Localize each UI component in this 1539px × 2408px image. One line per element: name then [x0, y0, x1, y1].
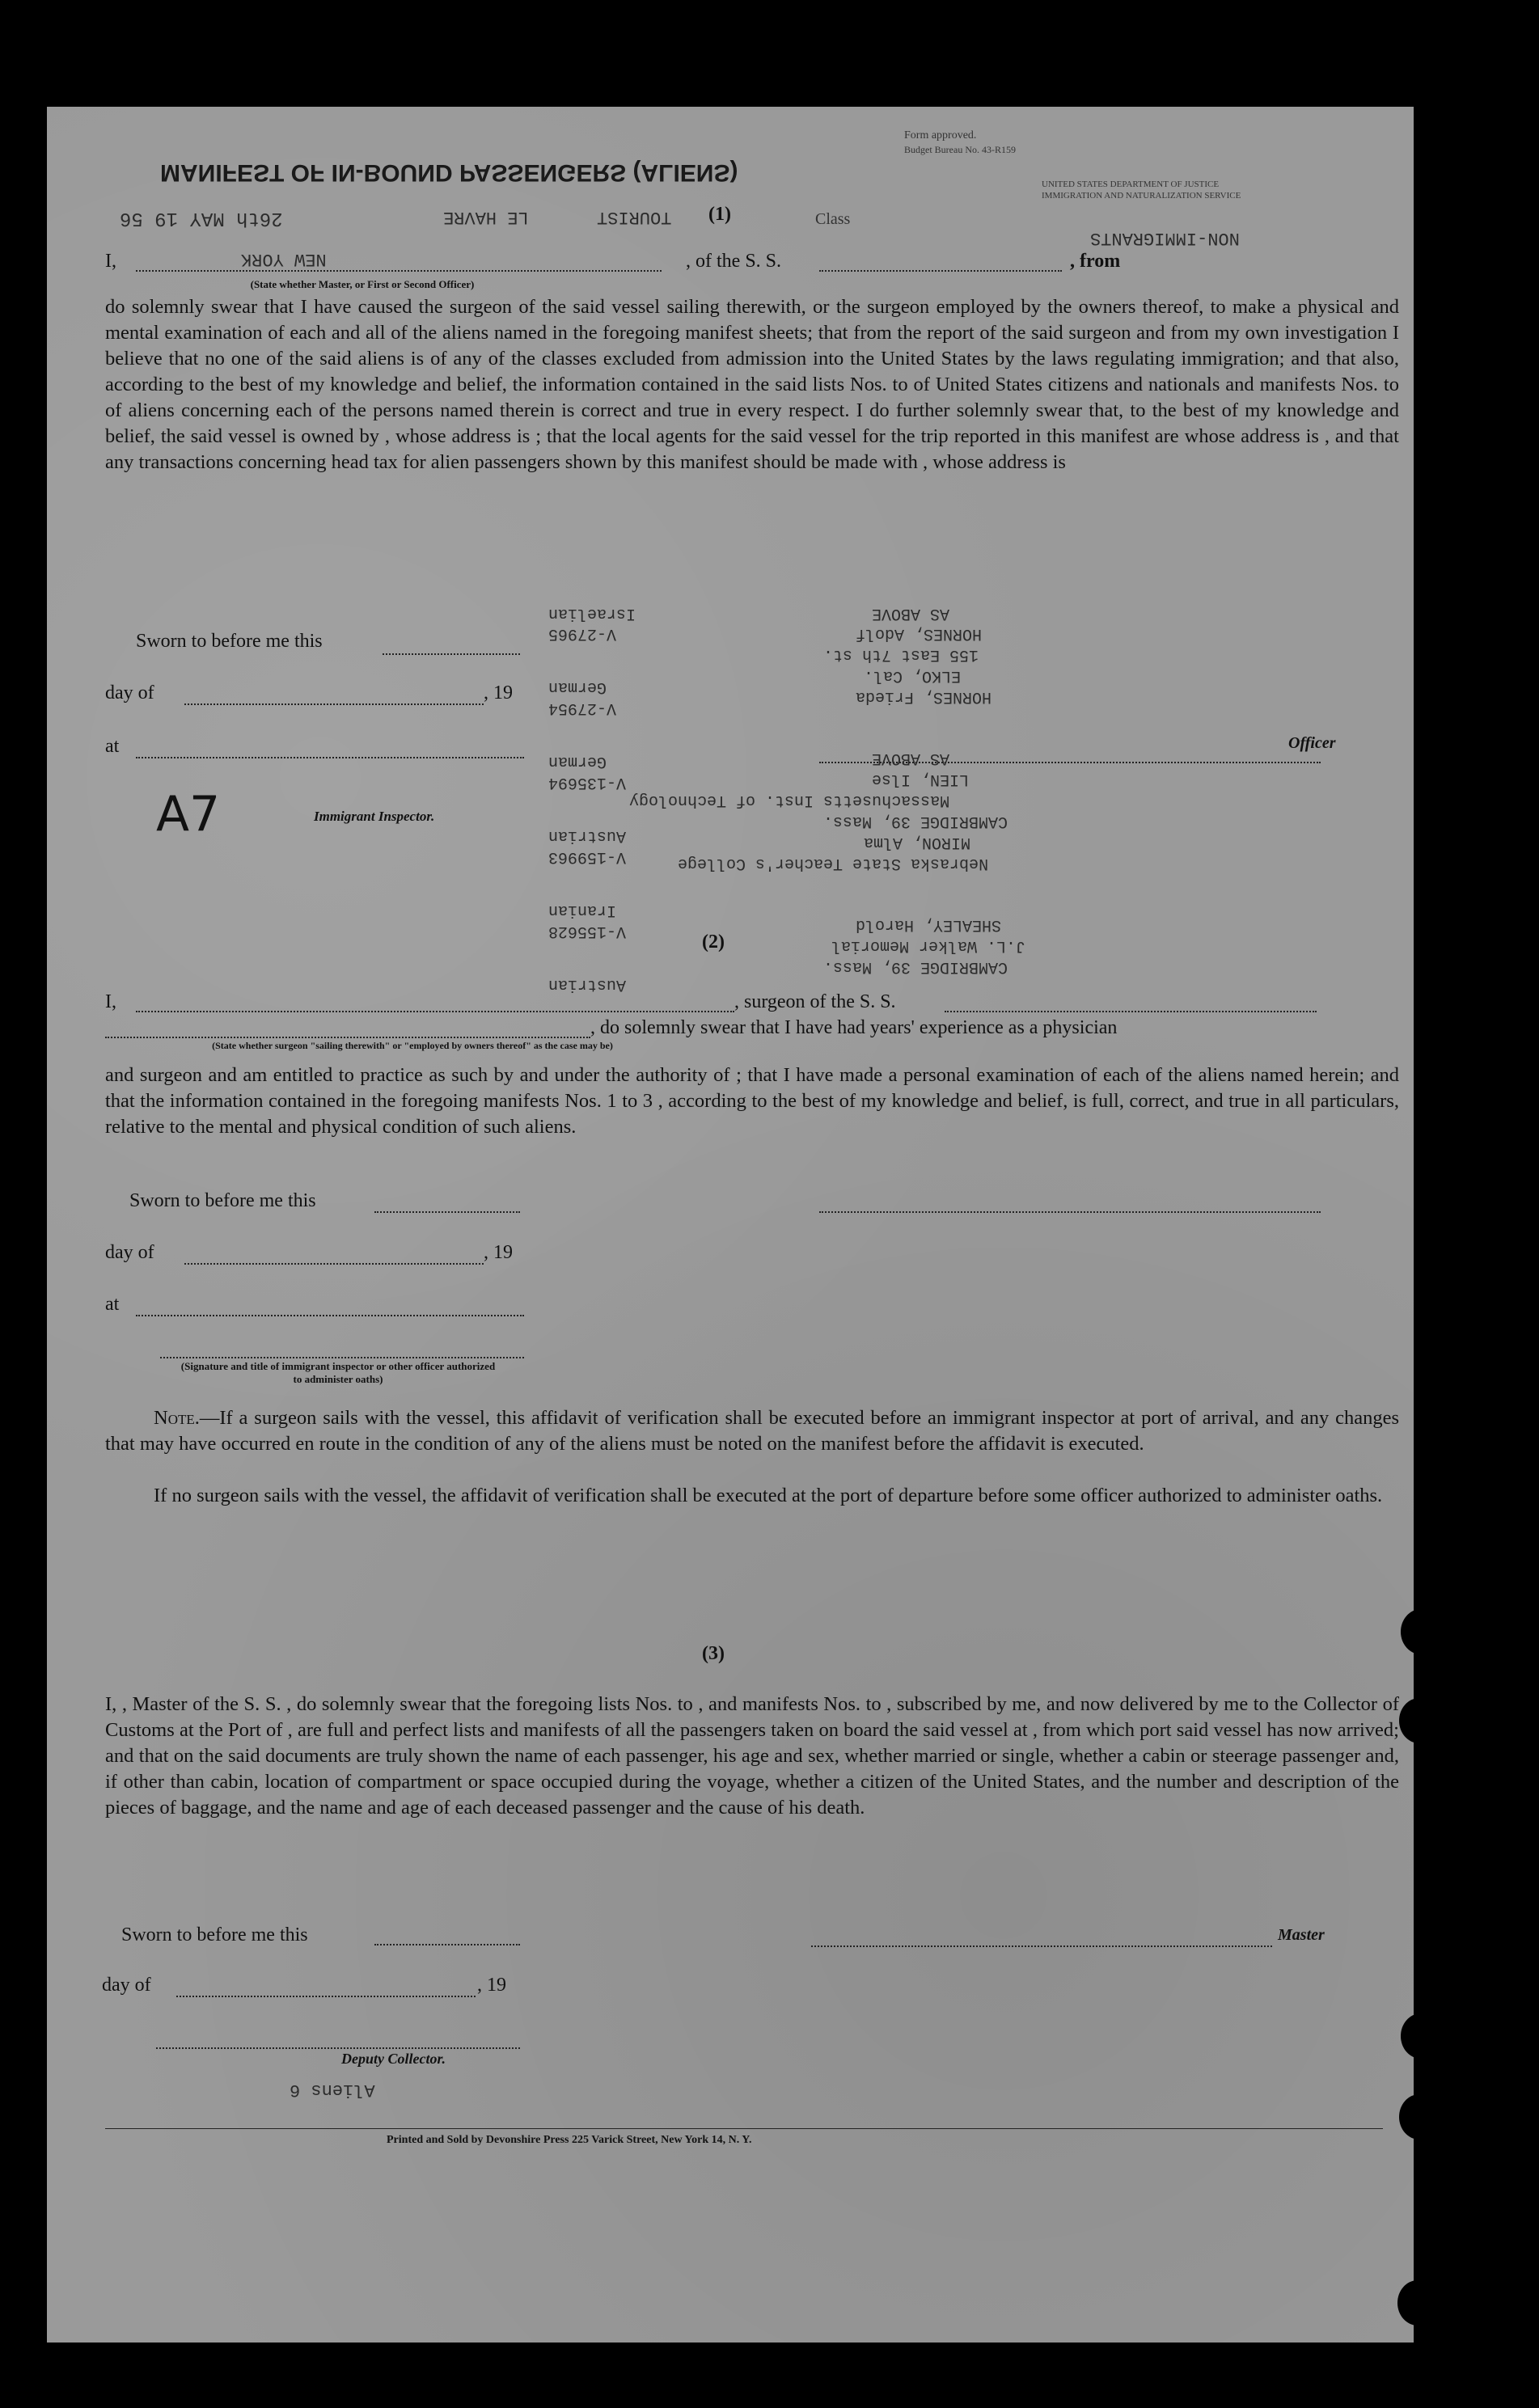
s2-surgeon-line[interactable] [136, 1011, 734, 1012]
punch-hole [1401, 2013, 1441, 2059]
punch-hole [1399, 1698, 1440, 1743]
s2-surgeon-sig-line[interactable] [819, 1211, 1321, 1213]
s2-at: at [105, 1294, 120, 1315]
s1-of-ss: , of the S. S. [686, 251, 782, 272]
bleed-line: CAMBRIDGE 39, Mass. [823, 812, 1008, 830]
s3-deputy-label: Deputy Collector. [341, 2051, 446, 2067]
section-1-number: (1) [708, 204, 731, 225]
bleed-line: Austrian [548, 826, 627, 845]
manifest-title-mirrored: MANIFEST OF IN-BOUND PASSENGERS (ALIENS) [160, 159, 738, 186]
s3-day-line[interactable] [176, 1996, 476, 1997]
bleed-line: J.L. Walker Memorial [831, 936, 1026, 955]
typed-port: NEW YORK [241, 249, 327, 269]
budget-bureau: Budget Bureau No. 43-R159 [904, 144, 1016, 155]
punch-hole [1417, 1217, 1457, 1262]
section-3-number: (3) [702, 1643, 725, 1664]
bleed-line: Iranian [548, 901, 617, 919]
s3-deputy-line[interactable] [156, 2047, 520, 2049]
typed-date: 26th MAY 19 56 [120, 207, 283, 229]
s2-note-head: Note. [154, 1407, 200, 1429]
s1-vessel-line[interactable] [819, 270, 1062, 272]
s2-note-2: If no surgeon sails with the vessel, the affidavit of verification shall be executed at the port of departure before some officer authorized to administer oaths. [154, 1485, 1383, 1506]
s2-at-line[interactable] [136, 1315, 524, 1316]
bleed-line: AS ABOVE [872, 749, 950, 767]
s2-sworn: Sworn to before me this [129, 1190, 316, 1211]
s2-note-1 [105, 1405, 1399, 1457]
dept-justice: UNITED STATES DEPARTMENT OF JUSTICE [1042, 180, 1220, 189]
s1-at-line[interactable] [136, 757, 524, 758]
bleed-line: ELKO, Cal. [864, 666, 962, 685]
s3-master-label: Master [1278, 1926, 1325, 1944]
bleed-line: HORNES, Adolf [856, 624, 983, 643]
typed-from-port: LE HAVRE [443, 207, 529, 227]
typed-status: NON-IMMIGRANTS [1090, 228, 1240, 248]
s1-day-line[interactable] [184, 703, 484, 705]
dept-ins: IMMIGRATION AND NATURALIZATION SERVICE [1042, 191, 1241, 201]
bleed-line: V-27965 [548, 624, 617, 643]
punch-hole [1414, 174, 1454, 219]
punch-hole [1401, 1609, 1441, 1654]
bleed-line: V-159963 [548, 847, 627, 866]
bleed-line: German [548, 678, 607, 696]
s1-day-of: day of [105, 682, 154, 703]
printer-footer: Printed and Sold by Devonshire Press 225 Varick Street, New York 14, N. Y. [387, 2134, 752, 2146]
s1-oath-body: do solemnly swear that I have caused the surgeon of the said vessel sailing therewith, or the surgeon employed by the owners thereof, to make a physical and mental examination of each and all of the aliens named in the foregoing manifest sheets; that from the report of the said surgeon and from my own investigation I believe that no one of the said aliens is of any of the classes excluded from admission into the United States by the laws regulating immigration; and that also, according to the best of my knowledge and belief, the information contained in the said lists Nos. to of United States citizens and nationals and manifests Nos. to of aliens concerning each of the persons named therein is correct and true in every respect. I do further solemnly swear that, to the best of my knowledge and belief, the said vessel is owned by , whose address is ; that the local agents for the said vessel for the trip reported in this manifest are whose address is , and that any transactions concerning head tax for alien passengers shown by this manifest should be made with , whose address is [105, 296, 1399, 473]
s2-sworn-line[interactable] [374, 1211, 520, 1213]
class-label: Class [815, 210, 851, 228]
section-2-number: (2) [702, 932, 725, 953]
s3-master-line[interactable] [811, 1945, 1272, 1947]
punch-hole [1397, 2280, 1438, 2326]
s1-officer-line[interactable] [136, 270, 662, 272]
s1-year: , 19 [484, 682, 513, 703]
punch-hole [1417, 311, 1457, 356]
s2-year: , 19 [484, 1242, 513, 1263]
bleed-line: Massachusetts Inst. of Technology [629, 791, 950, 809]
footer-rule [105, 2128, 1383, 2129]
bleed-line: Austrian [548, 975, 627, 994]
punch-hole [1399, 2094, 1440, 2140]
s2-sig-note: (Signature and title of immigrant inspector or other officer authorized to administer oaths) [180, 1360, 496, 1385]
bleed-line: V-135694 [548, 773, 627, 792]
bleed-line: 155 East 7th st. [823, 645, 979, 664]
s3-sworn: Sworn to before me this [121, 1924, 308, 1945]
s3-oath-body: I, , Master of the S. S. , do solemnly swear that the foregoing lists Nos. to , and manifests Nos. to , subscribed by me, and now delivered by me to the Collector of Customs at the Port of , are full and perfect lists and manifests of all the passengers taken on board the said vessel at , from which port said vessel has now arrived; and that on the said documents are truly shown the name of each passenger, his age and sex, whether married or single, whether a cabin or steerage passenger and, if other than cabin, location of compartment or space occupied during the voyage, whether a citizen of the United States, and the number and description of the pieces of baggage, and the name and age of each deceased passenger and the cause of his death. [105, 1693, 1399, 1819]
handwritten-mark: A7 [156, 786, 221, 843]
s1-sworn: Sworn to before me this [136, 631, 323, 652]
s2-vessel-line[interactable] [945, 1011, 1317, 1012]
form-approved: Form approved. [904, 129, 977, 142]
bleed-line: HORNES, Frieda [856, 687, 992, 706]
typed-class: TOURIST [597, 207, 672, 227]
bleed-line: LIEN, Ilse [872, 770, 970, 788]
bleed-line: SHEALEY, Harold [856, 915, 1002, 934]
s2-day-line[interactable] [184, 1263, 484, 1265]
s1-oath-i: I, [105, 251, 116, 272]
bleed-line: AS ABOVE [872, 604, 950, 623]
s1-sworn-line[interactable] [383, 653, 520, 655]
s3-sworn-line[interactable] [374, 1944, 520, 1945]
s2-surgeon-of: , surgeon of the S. S. [734, 991, 896, 1012]
s1-at: at [105, 736, 120, 757]
s1-inspector-label: Immigrant Inspector. [314, 809, 435, 824]
s2-state-line[interactable] [105, 1037, 590, 1038]
manifest-page [47, 107, 1414, 2343]
punch-hole [1417, 406, 1457, 451]
s2-day-of: day of [105, 1242, 154, 1263]
s2-sig-line[interactable] [160, 1357, 524, 1358]
bleed-line: MIRON, Alma [864, 833, 971, 851]
s3-day-of: day of [102, 1975, 151, 1996]
bleed-line: Israelian [548, 604, 636, 623]
s2-line2: , do solemnly swear that I have had years' experience as a physician [590, 1017, 1118, 1038]
s2-state-note: (State whether surgeon "sailing therewith" or "employed by owners thereof" as the case may be) [212, 1040, 613, 1051]
bleed-line: CAMBRIDGE 39, Mass. [823, 957, 1008, 976]
s1-from: , from [1070, 251, 1121, 272]
s1-state-note: (State whether Master, or First or Second Officer) [250, 278, 475, 290]
bleed-line: German [548, 752, 607, 771]
bleed-line: V-155628 [548, 922, 627, 940]
bleed-line: V-27954 [548, 699, 617, 717]
s2-note-1-text: —If a surgeon sails with the vessel, this affidavit of verification shall be executed before an immigrant inspector at port of arrival, and any changes that may have occurred en route in the condition of any of the aliens must be noted on the manifest before the affidavit is executed. [105, 1407, 1399, 1455]
s2-oath-i: I, [105, 991, 116, 1012]
s3-aliens-count: Aliens 6 [290, 2080, 375, 2100]
s2-oath-body: and surgeon and am entitled to practice as such by and under the authority of ; that I have made a personal examination of each of the aliens named herein; and that the information contained in the foregoing manifests Nos. 1 to 3 , according to the best of my knowledge and belief, is full, correct, and true in all particulars, relative to the mental and physical condition of such aliens. [105, 1064, 1399, 1138]
s1-officer-label: Officer [1288, 734, 1336, 752]
s3-year: , 19 [477, 1975, 506, 1996]
bleed-line: Nebraska State Teacher's College [678, 854, 989, 872]
